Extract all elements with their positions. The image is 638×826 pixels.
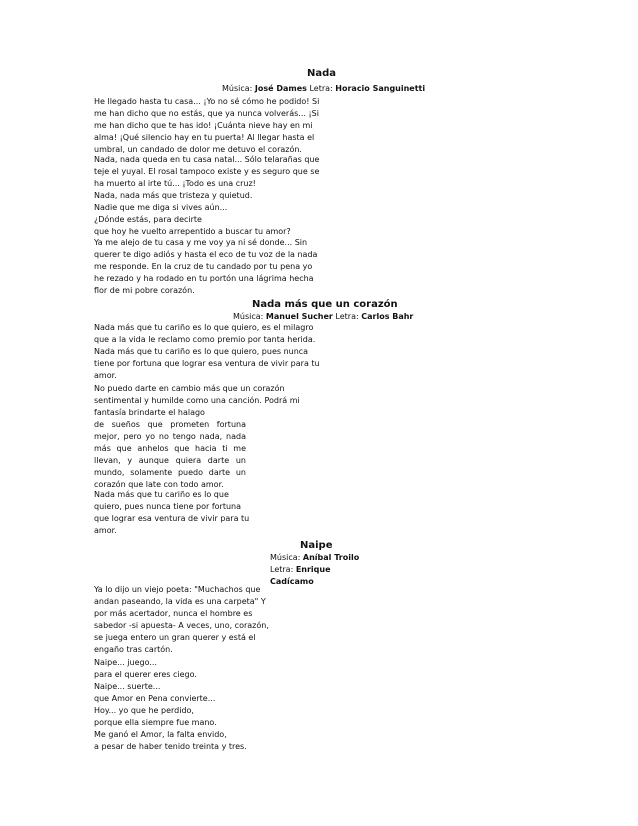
verse-line: corazón que late con todo amor. — [94, 480, 224, 489]
lyrics-credit-cont — [270, 576, 359, 588]
verse-line: No puedo darte en cambio más que un corazón — [94, 384, 285, 393]
lyricist-name: Horacio Sanguinetti — [335, 84, 426, 93]
lyricist-name-cont: Cadícamo — [270, 577, 314, 586]
stanza — [94, 489, 249, 537]
verse-line: Nada, nada más que tristeza y quietud. — [94, 191, 253, 200]
verse-line: Nada más que tu cariño es lo que — [94, 490, 229, 499]
verse-line: que a la vida le reclamo como premio por tanta herida. — [94, 335, 316, 344]
stanza — [94, 237, 317, 297]
stanza — [94, 96, 319, 156]
song-credits — [270, 552, 359, 588]
verse-line: Ya me alejo de tu casa y me voy ya ni sé donde... Sin — [94, 238, 308, 247]
song-credits — [233, 312, 413, 321]
stanza-justified — [94, 419, 246, 491]
song-title: Nada — [307, 68, 337, 79]
verse-line: que hoy he vuelto arrepentido a buscar tu amor? — [94, 227, 291, 236]
verse-line: Naipe... juego... — [94, 658, 157, 667]
verse-line: Nadie que me diga si vives aún... — [94, 203, 228, 212]
verse-line: engaño tras cartón. — [94, 645, 173, 654]
verse-line: sentimental y humilde como una canción. Podrá mi — [94, 396, 300, 405]
verse-line: me han dicho que no estás, que ya nunca volverás... ¡Si — [94, 109, 319, 118]
song-credits — [222, 84, 425, 93]
verse-line: He llegado hasta tu casa... ¡Yo no sé cómo he podido! Si — [94, 97, 320, 106]
lyricist-name: Carlos Bahr — [361, 312, 414, 321]
verse-line: Nada, nada queda en tu casa natal... Sólo telarañas que — [94, 155, 320, 164]
composer-name: Aníbal Troilo — [302, 553, 360, 562]
verse-line: me responde. En la cruz de tu candado por tu pena yo — [94, 262, 313, 271]
composer-name: José Dames — [254, 84, 307, 93]
verse-line: querer te digo adiós y hasta el eco de tu voz de la nada — [94, 250, 318, 259]
verse-line: más que anhelos que hacia ti me — [94, 444, 246, 453]
stanza — [94, 584, 269, 656]
lyrics-credit — [270, 564, 359, 576]
verse-line: andan paseando, la vida es una carpeta" Y — [94, 597, 266, 606]
verse-line: porque ella siempre fue mano. — [94, 718, 217, 727]
verse-line: sabedor -si apuesta- A veces, uno, corazón, — [94, 621, 269, 630]
verse-line: Ya lo dijo un viejo poeta: "Muchachos que — [94, 585, 261, 594]
verse-line: se juega entero un gran querer y está el — [94, 633, 256, 642]
stanza — [94, 322, 320, 382]
verse-line: Nada más que tu cariño es lo que quiero, es el milagro — [94, 323, 314, 332]
verse-line: mundo, solamente puedo darte un — [94, 468, 246, 477]
verse-line: he rezado y ha rodado en tu portón una lágrima hecha — [94, 274, 314, 283]
verse-line: llevan, y aunque quiera darte un — [94, 456, 246, 465]
verse-line: Hoy... yo que he perdido, — [94, 706, 194, 715]
stanza — [94, 383, 300, 419]
verse-line: amor. — [94, 526, 117, 535]
verse-line: que Amor en Pena convierte... — [94, 694, 216, 703]
composer-name: Manuel Sucher — [265, 312, 333, 321]
verse-line: fantasía brindarte el halago — [94, 408, 205, 417]
verse-line: quiero, pues nunca tiene por fortuna — [94, 502, 242, 511]
verse-line: tiene por fortuna que lograr esa ventura de vivir para tu — [94, 359, 320, 368]
verse-line: a pesar de haber tenido treinta y tres. — [94, 742, 247, 751]
verse-line: me han dicho que te has ido! ¡Cuánta nieve hay en mi — [94, 121, 313, 130]
verse-line: que lograr esa ventura de vivir para tu — [94, 514, 250, 523]
lyricist-name: Enrique — [295, 565, 331, 574]
music-credit — [270, 552, 359, 564]
verse-line: mejor, pero yo no tengo nada, nada — [94, 432, 246, 441]
verse-line: ha muerto al irte tú... ¡Todo es una cruz! — [94, 179, 256, 188]
lyrics-label: Letra: — [309, 84, 333, 93]
verse-line: alma! ¡Qué silencio hay en tu puerta! Al llegar hasta el — [94, 133, 315, 142]
verse-line: Nada más que tu cariño es lo que quiero, pues nunca — [94, 347, 309, 356]
music-label: Música: — [222, 84, 253, 93]
verse-line: por más acertador, nunca el hombre es — [94, 609, 253, 618]
music-label: Música: — [233, 312, 264, 321]
verse-line: Naipe... suerte... — [94, 682, 161, 691]
song-title: Naipe — [300, 540, 333, 551]
stanza — [94, 657, 247, 753]
verse-line: para el querer eres ciego. — [94, 670, 197, 679]
verse-line: Me ganó el Amor, la falta envido, — [94, 730, 227, 739]
verse-line: ¿Dónde estás, para decirte — [94, 215, 202, 224]
lyrics-label: Letra: — [270, 565, 294, 574]
lyrics-label: Letra: — [335, 312, 359, 321]
music-label: Música: — [270, 553, 301, 562]
verse-line: teje el yuyal. El rosal tampoco existe y es seguro que se — [94, 167, 320, 176]
verse-line: de sueños que prometen fortuna — [94, 420, 246, 429]
verse-line: flor de mi pobre corazón. — [94, 286, 195, 295]
song-title: Nada más que un corazón — [252, 299, 398, 310]
verse-line: umbral, un candado de dolor me detuvo el corazón. — [94, 145, 302, 154]
verse-line: amor. — [94, 371, 117, 380]
stanza — [94, 154, 319, 238]
